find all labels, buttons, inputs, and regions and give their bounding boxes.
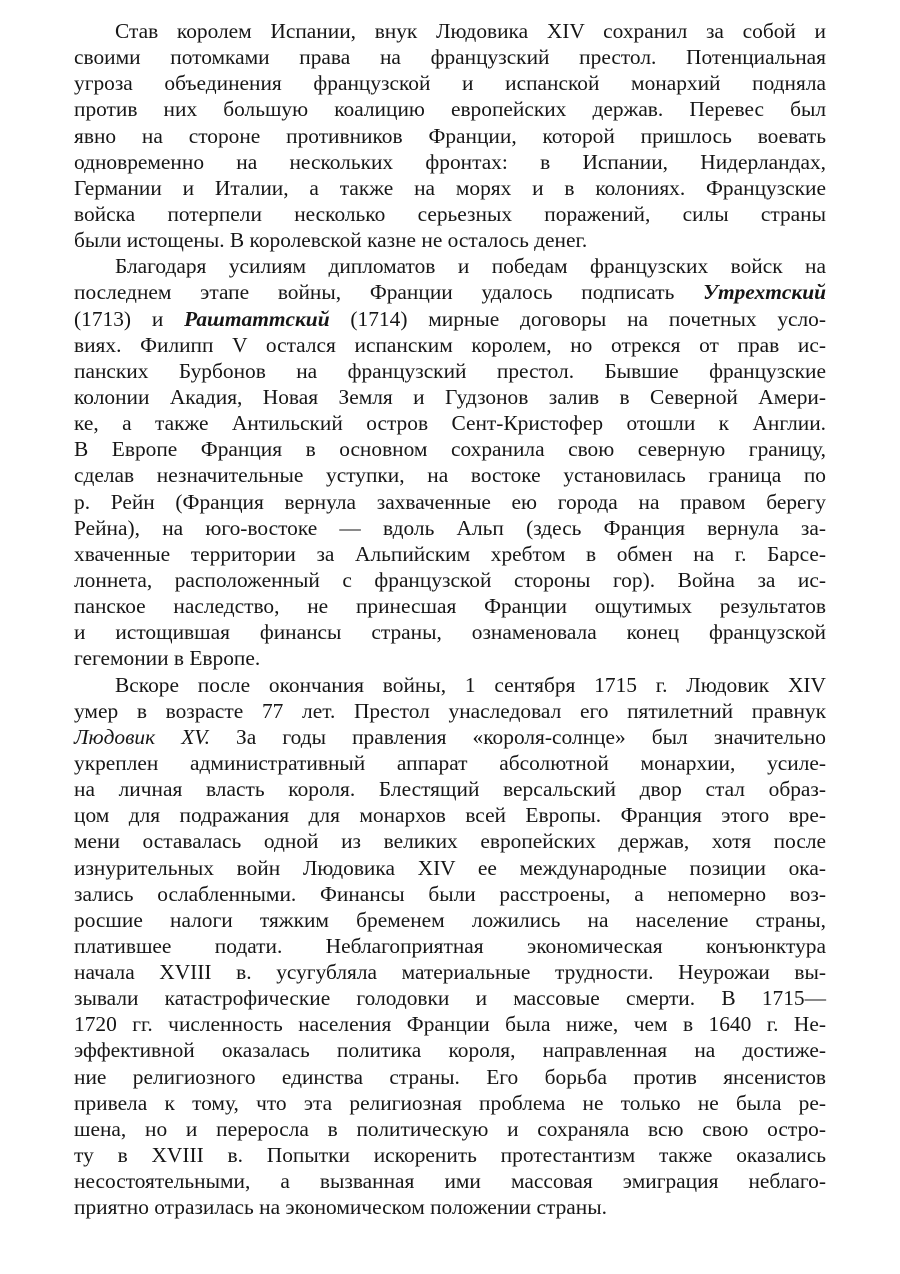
paragraph bbox=[74, 672, 826, 1221]
text-line bbox=[74, 645, 826, 671]
text-run: против них большую коалицию европейских держав. Перевес был bbox=[74, 97, 826, 122]
text-line bbox=[74, 1064, 826, 1090]
text-run: платившее подати. Неблагоприятная экономическая конъюнктура bbox=[74, 933, 826, 958]
text-run: приятно отразилась на экономическом положении страны. bbox=[74, 1195, 607, 1220]
text-line bbox=[74, 828, 826, 854]
text-line bbox=[74, 227, 826, 253]
text-line bbox=[74, 70, 826, 96]
text-line bbox=[74, 985, 826, 1011]
text-run: несостоятельными, а вызванная ими массовая эмиграция неблаго- bbox=[74, 1169, 826, 1194]
text-run: укреплен административный аппарат абсолютной монархии, усиле- bbox=[74, 750, 826, 775]
text-line bbox=[74, 724, 826, 750]
text-line bbox=[74, 1142, 826, 1168]
text-line bbox=[74, 776, 826, 802]
text-line bbox=[74, 201, 826, 227]
text-run: панское наследство, не принесшая Франции ощутимых результатов bbox=[74, 594, 826, 619]
text-line bbox=[74, 1090, 826, 1116]
text-line bbox=[74, 1037, 826, 1063]
text-line bbox=[74, 1011, 826, 1037]
text-line bbox=[74, 515, 826, 541]
text-line bbox=[74, 358, 826, 384]
text-run: ние религиозного единства страны. Его борьба против янсенистов bbox=[74, 1064, 826, 1089]
text-line bbox=[74, 175, 826, 201]
text-line bbox=[74, 436, 826, 462]
text-line bbox=[74, 750, 826, 776]
text-line bbox=[74, 1116, 826, 1142]
text-run: зывали катастрофические голодовки и массовые смерти. В 1715— bbox=[74, 986, 826, 1011]
text-run: начала XVIII в. усугубляла материальные трудности. Неурожаи вы- bbox=[74, 960, 826, 985]
text-run: угроза объединения французской и испанской монархий подняла bbox=[74, 71, 826, 96]
text-line bbox=[74, 279, 826, 305]
text-run: зались ослабленными. Финансы были расстроены, а непомерно воз- bbox=[74, 881, 826, 906]
text-run: своими потомками права на французский престол. Потенциальная bbox=[74, 45, 826, 70]
text-run: колонии Акадия, Новая Земля и Гудзонов залив в Северной Амери- bbox=[74, 384, 826, 409]
text-line bbox=[74, 619, 826, 645]
text-line bbox=[74, 462, 826, 488]
paragraph bbox=[74, 18, 826, 253]
text-run: лоннета, расположенный с французской стороны гор). Война за ис- bbox=[74, 567, 826, 592]
text-line bbox=[74, 1168, 826, 1194]
text-run: ту в XVIII в. Попытки искоренить протестантизм также оказались bbox=[74, 1143, 826, 1168]
text-run: и истощившая финансы страны, ознаменовала конец французской bbox=[74, 620, 826, 645]
italic-term: Людовик XV. bbox=[74, 724, 210, 749]
text-line bbox=[74, 332, 826, 358]
text-line bbox=[74, 907, 826, 933]
text-run: одновременно на нескольких фронтах: в Испании, Нидерландах, bbox=[74, 149, 826, 174]
text-run: р. Рейн (Франция вернула захваченные ею города на правом берегу bbox=[74, 489, 826, 514]
text-line bbox=[74, 541, 826, 567]
text-line bbox=[74, 933, 826, 959]
text-run: ке, а также Антильский остров Сент-Кристофер отошли к Англии. bbox=[74, 411, 826, 436]
text-run: цом для подражания для монархов всей Европы. Франция этого вре- bbox=[74, 803, 826, 828]
text-line bbox=[74, 410, 826, 436]
text-run: Благодаря усилиям дипломатов и победам французских войск на bbox=[115, 254, 826, 279]
text-line bbox=[74, 802, 826, 828]
text-line bbox=[74, 1194, 826, 1220]
text-line bbox=[74, 306, 826, 332]
text-line bbox=[74, 698, 826, 724]
italic-term: Утрехтский bbox=[703, 280, 826, 305]
text-run: Став королем Испании, внук Людовика XIV сохранил за собой и bbox=[115, 19, 826, 43]
text-run: умер в возрасте 77 лет. Престол унаследовал его пятилетний правнук bbox=[74, 698, 826, 723]
document-page bbox=[74, 18, 826, 1220]
text-line bbox=[74, 489, 826, 515]
text-run: гегемонии в Европе. bbox=[74, 646, 261, 671]
text-run: виях. Филипп V остался испанским королем, но отрекся от прав ис- bbox=[74, 332, 826, 357]
text-run: мени оставалась одной из великих европейских держав, хотя после bbox=[74, 829, 826, 854]
text-line bbox=[74, 18, 826, 44]
text-run: были истощены. В королевской казне не осталось денег. bbox=[74, 228, 588, 253]
text-run: (1714) мирные договоры на почетных усло- bbox=[329, 306, 827, 331]
text-run: эффективной оказалась политика короля, направленная на достиже- bbox=[74, 1038, 826, 1063]
text-run: шена, но и переросла в политическую и сохраняла всю свою остро- bbox=[74, 1116, 826, 1141]
text-line bbox=[74, 253, 826, 279]
text-run: хваченные территории за Альпийским хребтом в обмен на г. Барсе- bbox=[74, 541, 826, 566]
text-run: изнурительных войн Людовика XIV ее международные позиции ока- bbox=[74, 855, 826, 880]
text-line bbox=[74, 593, 826, 619]
italic-term: Раштаттский bbox=[184, 306, 330, 331]
paragraph bbox=[74, 253, 826, 671]
text-line bbox=[74, 881, 826, 907]
text-run: Вскоре после окончания войны, 1 сентября 1715 г. Людовик XIV bbox=[115, 672, 826, 697]
text-run: панских Бурбонов на французский престол. Бывшие французские bbox=[74, 358, 826, 383]
text-line bbox=[74, 44, 826, 70]
text-line bbox=[74, 123, 826, 149]
text-run: привела к тому, что эта религиозная проблема не только не была ре- bbox=[74, 1090, 826, 1115]
text-line bbox=[74, 567, 826, 593]
text-line bbox=[74, 855, 826, 881]
text-run: Германии и Италии, а также на морях и в колониях. Французские bbox=[74, 175, 826, 200]
text-line bbox=[74, 672, 826, 698]
text-line bbox=[74, 96, 826, 122]
text-line bbox=[74, 149, 826, 175]
text-run: войска потерпели несколько серьезных поражений, силы страны bbox=[74, 201, 826, 226]
text-line bbox=[74, 384, 826, 410]
text-run: последнем этапе войны, Франции удалось подписать bbox=[74, 280, 704, 305]
text-run: сделав незначительные уступки, на востоке установилась граница по bbox=[74, 463, 826, 488]
text-run: За годы правления «короля-солнце» был значительно bbox=[209, 724, 827, 749]
text-run: В Европе Франция в основном сохранила свою северную границу, bbox=[74, 437, 826, 462]
text-run: на личная власть короля. Блестящий версальский двор стал образ- bbox=[74, 777, 826, 802]
text-run: 1720 гг. численность населения Франции была ниже, чем в 1640 г. Не- bbox=[74, 1012, 826, 1037]
text-run: росшие налоги тяжким бременем ложились на население страны, bbox=[74, 907, 826, 932]
text-run: (1713) и bbox=[74, 306, 185, 331]
text-run: Рейна), на юго-востоке — вдоль Альп (здесь Франция вернула за- bbox=[74, 515, 826, 540]
text-run: явно на стороне противников Франции, которой пришлось воевать bbox=[74, 123, 826, 148]
text-line bbox=[74, 959, 826, 985]
